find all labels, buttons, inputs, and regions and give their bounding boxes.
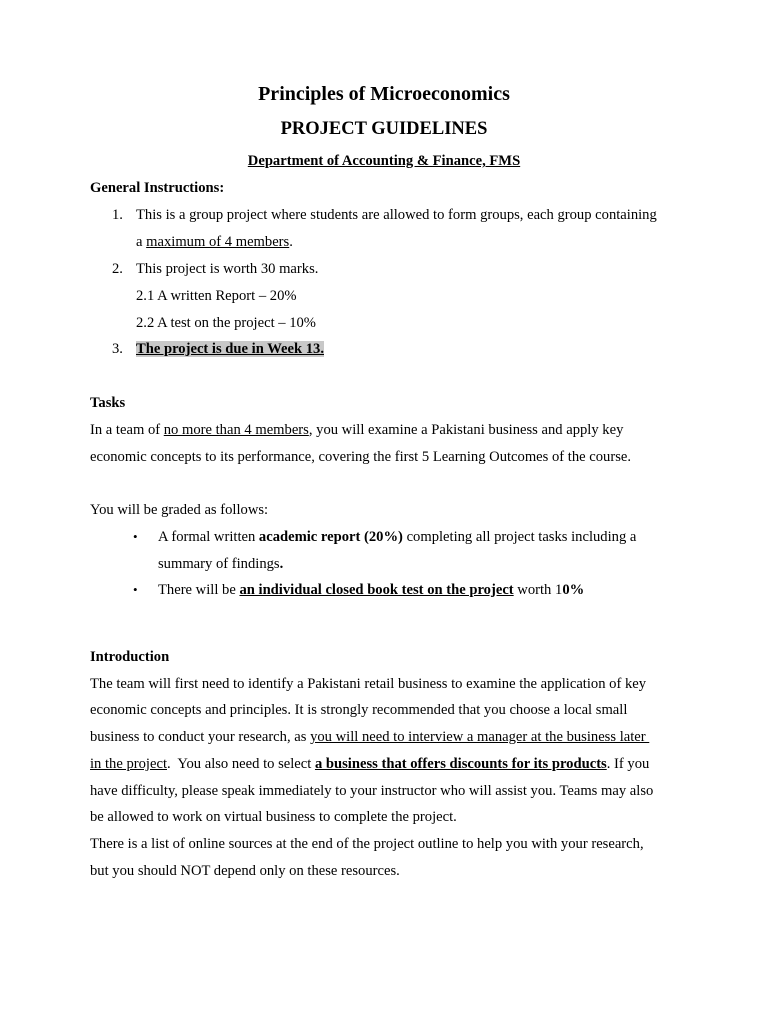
tasks-member-limit: no more than 4 members bbox=[163, 422, 309, 438]
grading-b1-post: completing all project tasks including a bbox=[402, 529, 637, 545]
grading-b2-test: an individual closed book test on the project bbox=[239, 582, 514, 598]
item-3-line bbox=[136, 340, 324, 358]
intro-l4-mid: . You also need to select bbox=[167, 756, 315, 772]
intro-line-8: but you should NOT depend only on these resources. bbox=[90, 863, 400, 879]
grading-b2-pre: There will be bbox=[158, 582, 240, 598]
intro-l3-interview: you will need to interview a manager at the business later bbox=[310, 729, 650, 745]
item-1-pre: a bbox=[136, 234, 147, 250]
introduction-heading: Introduction bbox=[90, 649, 170, 665]
document-title: Principles of Microeconomics bbox=[258, 83, 510, 105]
intro-line-6: be allowed to work on virtual business to complete the project. bbox=[90, 809, 457, 825]
intro-line-7: There is a list of online sources at the end of the project outline to help you with your research, bbox=[90, 836, 644, 852]
tasks-heading: Tasks bbox=[90, 395, 126, 411]
grading-bullet-2 bbox=[158, 581, 584, 599]
item-3-number: 3. bbox=[112, 341, 123, 357]
item-2-text: This project is worth 30 marks. bbox=[136, 261, 319, 277]
item-1-max-members: maximum of 4 members bbox=[146, 234, 290, 250]
grading-intro: You will be graded as follows: bbox=[90, 502, 269, 518]
intro-l3-pre: business to conduct your research, as bbox=[90, 729, 311, 745]
grading-b2-bold: 0% bbox=[562, 582, 585, 598]
department-line bbox=[0, 152, 768, 170]
tasks-line-1 bbox=[90, 421, 623, 439]
intro-line-4 bbox=[90, 755, 649, 773]
tasks-post: , you will examine a Pakistani business and apply key bbox=[308, 422, 624, 438]
grading-b1-bold: academic report (20%) bbox=[258, 529, 403, 545]
item-1-text: This is a group project where students are allowed to form groups, each group containing bbox=[136, 207, 657, 223]
intro-line-1: The team will first need to identify a Pakistani retail business to examine the application of key bbox=[90, 676, 647, 692]
grading-b2-mid: worth 1 bbox=[513, 582, 563, 598]
general-instructions-heading: General Instructions: bbox=[90, 180, 225, 196]
grading-bullet-1 bbox=[158, 528, 636, 546]
intro-line-2: economic concepts and principles. It is strongly recommended that you choose a local small bbox=[90, 702, 628, 718]
intro-line-5: have difficulty, please speak immediately to your instructor who will assist you. Teams may also bbox=[90, 783, 654, 799]
item-2-number: 2. bbox=[112, 261, 123, 277]
item-1-post: . bbox=[289, 234, 293, 250]
intro-l4-project: in the project bbox=[90, 756, 167, 772]
bullet-icon: • bbox=[133, 529, 138, 544]
tasks-pre: In a team of bbox=[90, 422, 164, 438]
document-subtitle: PROJECT GUIDELINES bbox=[280, 119, 488, 139]
grading-b1-pre: A formal written bbox=[158, 529, 259, 545]
intro-line-3 bbox=[90, 728, 649, 746]
due-date-text: The project is due in Week 13. bbox=[136, 341, 324, 357]
tasks-line-2: economic concepts to its performance, covering the first 5 Learning Outcomes of the course. bbox=[90, 449, 631, 465]
item-1-text-cont bbox=[136, 233, 293, 251]
intro-l4-discounts: a business that offers discounts for its products bbox=[314, 756, 607, 772]
item-1-number: 1. bbox=[112, 207, 123, 223]
grading-b1-period: . bbox=[279, 556, 284, 572]
department-text: Department of Accounting & Finance, FMS bbox=[247, 153, 521, 169]
grading-b1-line2: summary of findings bbox=[158, 556, 280, 572]
bullet-icon: • bbox=[133, 582, 138, 597]
item-2-sub-2: 2.2 A test on the project – 10% bbox=[136, 315, 316, 331]
intro-l4-post: . If you bbox=[606, 756, 650, 772]
item-2-sub-1: 2.1 A written Report – 20% bbox=[136, 288, 297, 304]
grading-bullet-1-cont bbox=[158, 555, 283, 573]
